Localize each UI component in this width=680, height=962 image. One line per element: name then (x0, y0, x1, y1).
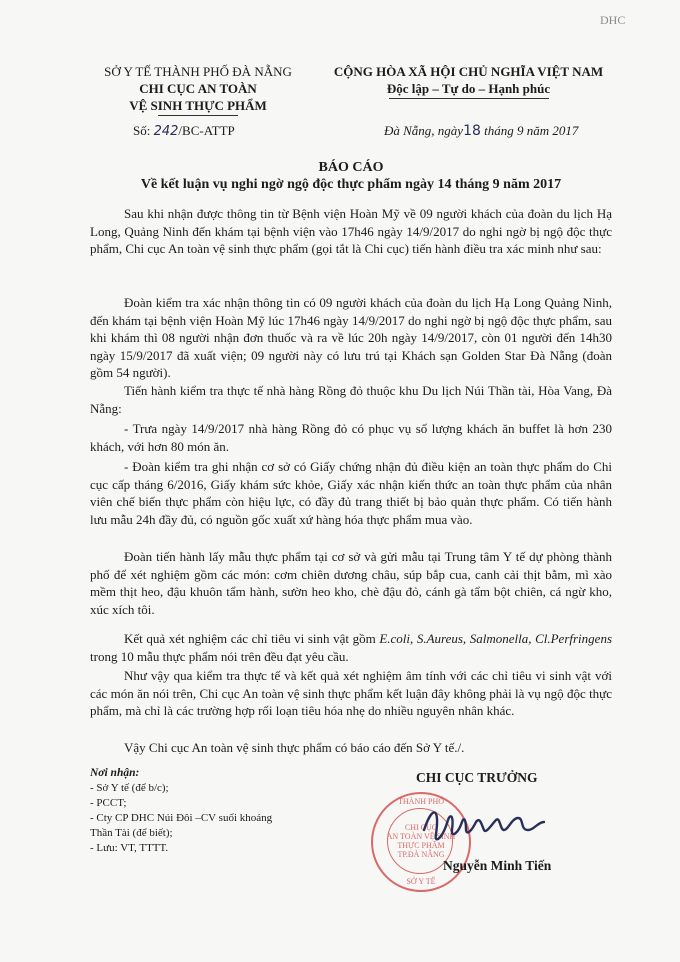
left-header (88, 63, 308, 116)
paragraph-6: Đoàn tiến hành lấy mẫu thực phẩm tại cơ sở và gửi mẫu tại Trung tâm Y tế dự phòng thành phố để xét nghiệm gồm các món: cơm chiên dương châu, súp bắp cua, canh cải thịt bằm, mì xào mềm thịt heo, đậu khuôn tẩm hành, sườn heo kho, chè đậu đỏ, cánh gà tẩm bột chiên, cá ngừ kho, xúc xích tôi. (90, 549, 612, 617)
paragraph-2: Đoàn kiểm tra xác nhận thông tin có 09 người khách của đoàn du lịch Hạ Long Quảng Ninh, đến khám tại bệnh viện Hoàn Mỹ lúc 17h46 ngày 14/9/2017 do nghi ngờ bị ngộ độc thực phẩm, sau khi khám thì 08 người nhận đơn thuốc và ra về lúc 20h ngày 14/9/2017, còn 01 người đến 14h30 ngày 15/9/2017 đã xuất viện; 09 người này có lưu trú tại Khách sạn Golden Star Đà Nẵng (đoàn gồm 54 người). (90, 295, 612, 380)
paragraph-1: Sau khi nhận được thông tin từ Bệnh viện Hoàn Mỹ về 09 người khách của đoàn du lịch Hạ Long, Quảng Ninh đến khám tại bệnh viện vào 17h46 ngày 14/9/2017 do nghi ngờ bị ngộ độc thực phẩm, Chi cục An toàn vệ sinh thực phẩm (gọi tắt là Chi cục) tiến hành điều tra xác minh như sau: (90, 206, 612, 256)
signatory-title: CHI CỤC TRƯỞNG (416, 770, 538, 785)
country-name: CỘNG HÒA XÃ HỘI CHỦ NGHĨA VIỆT NAM (333, 64, 604, 79)
stamp-center-line3: THỰC PHẨM (397, 841, 445, 850)
report-subtitle: Về kết luận vụ nghi ngờ ngộ độc thực phẩm ngày 14 tháng 9 năm 2017 (140, 177, 562, 192)
ministry-name: SỞ Y TẾ THÀNH PHỐ ĐÀ NẴNG (104, 64, 292, 79)
number-prefix: Số: (133, 123, 151, 138)
date-day-handwritten: 18 (463, 123, 481, 139)
organism-list: E.coli, S.Aureus, Salmonella, Cl.Perfringens (379, 631, 612, 646)
stamp-center-line2: AN TOÀN VỆ SINH (386, 832, 456, 841)
handwritten-signature (420, 800, 550, 850)
recipient-item: - PCCT; (90, 797, 127, 809)
agency-name-line2: VỆ SINH THỰC PHẨM (129, 98, 267, 113)
stamp-ring-top-text: THÀNH PHỐ (398, 797, 444, 806)
signature-stroke (424, 812, 544, 839)
paragraph-9: Vậy Chi cục An toàn vệ sinh thực phẩm có báo cáo đến Sở Y tế./. (124, 740, 465, 755)
recipient-item: - Lưu: VT, TTTT. (90, 842, 169, 854)
recipient-item: - Cty CP DHC Núi Đôi –CV suối khoáng Thần Tài (để biết); (90, 812, 273, 839)
recipient-item: - Sở Y tế (để b/c); (90, 782, 169, 794)
number-suffix: /BC-ATTP (178, 123, 235, 138)
corner-mark: DHC (600, 13, 626, 27)
number-handwritten: 242 (153, 124, 179, 139)
stamp-center-line4: TP.ĐÀ NẴNG (397, 850, 445, 859)
paragraph-3: Tiến hành kiểm tra thực tế nhà hàng Rồng đỏ thuộc khu Du lịch Núi Thần tài, Hòa Vang, Đà Nẵng: (90, 383, 612, 416)
paragraph-8: Như vậy qua kiểm tra thực tế và kết quả xét nghiệm âm tính với các chỉ tiêu vi sinh vật với các món ăn nói trên, Chi cục An toàn vệ sinh thực phẩm kết luận đây không phải là vụ ngộ độc thực phẩm, mà chỉ là các trường hợp rối loạn tiêu hóa nhẹ do nhiều nguyên nhân khác. (90, 668, 612, 718)
document-number (133, 122, 235, 140)
recipients-block (90, 766, 290, 856)
recipients-heading: Nơi nhận: (90, 767, 140, 779)
signatory-name: Nguyễn Minh Tiến (443, 858, 552, 873)
paragraph-7: Kết quả xét nghiệm các chỉ tiêu vi sinh vật gồm E.coli, S.Aureus, Salmonella, Cl.Perfringens trong 10 mẫu thực phẩm nói trên đều đạt yêu cầu. (90, 631, 612, 664)
date-prefix: Đà Nẵng, ngày (384, 123, 464, 138)
date-suffix: tháng 9 năm 2017 (484, 123, 579, 138)
right-header (326, 63, 611, 99)
document-date (384, 122, 578, 140)
right-header-rule (389, 98, 549, 99)
paragraph-4: - Trưa ngày 14/9/2017 nhà hàng Rồng đỏ có phục vụ số lượng khách ăn buffet là hơn 230 khách, với hơn 80 món ăn. (90, 421, 612, 454)
agency-name-line1: CHI CỤC AN TOÀN (139, 81, 257, 96)
paragraph-5: - Đoàn kiểm tra ghi nhận cơ sở có Giấy chứng nhận đủ điều kiện an toàn thực phẩm do Chi cục cấp tháng 6/2016, Giấy khám sức khỏe, Giấy xác nhận kiến thức an toàn thực phẩm của nhân viên chế biến thực phẩm còn hiệu lực, có đầy đủ trang thiết bị bảo quản thực phẩm. Có tiến hành lưu mẫu 24h đầy đủ, có nguồn gốc xuất xứ hàng hóa thực phẩm mua vào. (90, 459, 612, 527)
stamp-ring-bottom-text: SỞ Y TẾ (406, 877, 436, 886)
left-header-rule (158, 115, 238, 116)
national-motto: Độc lập – Tự do – Hạnh phúc (386, 81, 551, 96)
stamp-center-line1: CHI CỤC (404, 823, 438, 832)
report-title: BÁO CÁO (318, 160, 384, 175)
